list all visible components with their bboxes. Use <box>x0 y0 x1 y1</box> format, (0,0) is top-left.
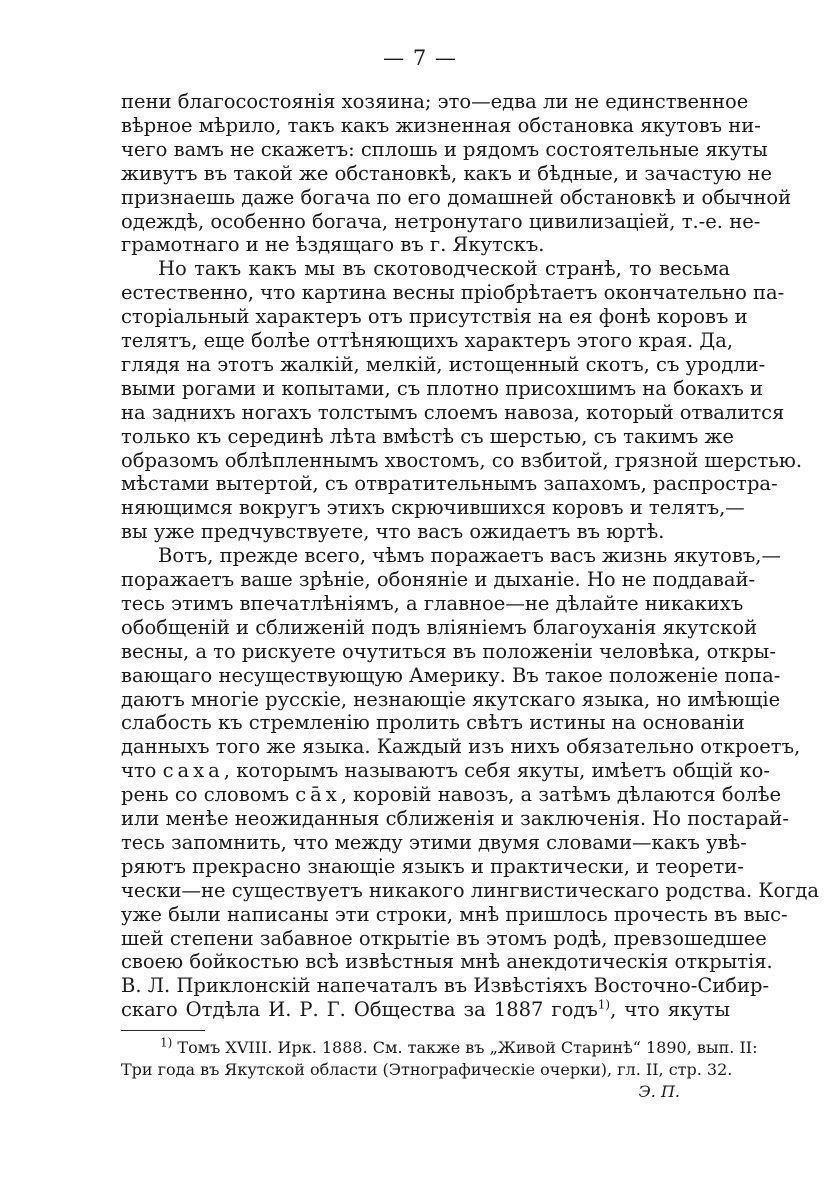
text-line: вы уже предчувствуете, что васъ ожидаетъ въ юртѣ. <box>121 520 665 544</box>
text-line: естественно, что картина весны пріобрѣтаетъ окончательно па- <box>121 281 785 305</box>
text-line: своею бойкостью всѣ извѣстныя мнѣ анекдотическія открытія. <box>121 950 773 974</box>
text-line: признаешь даже богача по его домашней обстановкѣ и обычной <box>121 185 792 209</box>
footnote-line: Три года въ Якутской области (Этнографическіе очерки), гл. II, стр. 32. <box>121 1060 733 1080</box>
text-line: шей степени забавное открытіе въ этомъ родѣ, превзошедшее <box>121 926 767 950</box>
footnote-ref: 1) <box>597 997 611 1012</box>
text-line: весны, а то рискуете очутиться въ положеніи человѣка, откры- <box>121 639 776 663</box>
text-line: уже были написаны эти строки, мнѣ пришлось прочесть въ выс- <box>121 902 788 926</box>
text-run: , коровій навозъ, а затѣмъ дѣлаются болѣе <box>340 783 782 807</box>
text-run: рень со словомъ <box>121 783 296 807</box>
emphasized-word: сāх <box>295 783 341 807</box>
footnote-signature: Э. П. <box>638 1082 680 1102</box>
text-line <box>121 996 730 1024</box>
text-run: что <box>121 759 163 783</box>
footnote-divider <box>121 1030 205 1031</box>
text-line: Вотъ, прежде всего, чѣмъ поражаетъ васъ жизнь якутовъ,— <box>158 544 782 568</box>
text-line: вѣрное мѣрило, такъ какъ жизненная обстановка якутовъ ни- <box>121 113 761 137</box>
text-line: няющимся вокругъ этихъ скрючившихся коровъ и телятъ,— <box>121 496 745 520</box>
text-line: сторіальный характеръ отъ присутствія на ея фонѣ коровъ и <box>121 305 748 329</box>
text-line: обобщеній и сближеній подъ вліяніемъ благоуханія якутской <box>121 615 758 639</box>
text-line: даютъ многіе русскіе, незнающіе якутскаго языка, но имѣющіе <box>121 687 781 711</box>
text-line: ряютъ прекрасно знающіе языкъ и практически, и теорети- <box>121 854 744 878</box>
text-line: чески—не существуетъ никакого лингвистическаго родства. Когда <box>121 878 820 902</box>
emphasized-word: сaха <box>162 759 224 783</box>
text-line: тесь этимъ впечатлѣніямъ, а главное—не дѣлайте никакихъ <box>121 591 744 615</box>
footnote-text: Томъ XVIII. Ирк. 1888. См. также въ „Живой Старинѣ“ 1890, вып. II: <box>172 1038 758 1058</box>
text-line: живутъ въ такой же обстановкѣ, какъ и бѣдные, и зачастую не <box>121 161 773 185</box>
text-line: выми рогами и копытами, съ плотно присохшимъ на бокахъ и <box>121 376 764 400</box>
text-line: слабость къ стремленію пролить свѣтъ истины на основаніи <box>121 711 745 735</box>
text-run: , которымъ называютъ себя якуты, имѣетъ общій ко- <box>223 759 770 783</box>
text-line: В. Л. Приклонскій напечаталъ въ Извѣстіяхъ Восточно-Сибир- <box>121 974 770 998</box>
text-line: поражаетъ ваше зрѣніе, обоняніе и дыханіе. Но не поддавай- <box>121 568 756 591</box>
text-line: чего вамъ не скажетъ: сплошь и рядомъ состоятельные якуты <box>121 137 768 161</box>
text-line: тесь запомнить, что между этими двумя словами—какъ увѣ- <box>121 830 747 854</box>
text-run: , что якуты <box>610 998 730 1022</box>
text-line: телятъ, еще болѣе оттѣняющихъ характеръ этого края. Да, <box>121 329 734 352</box>
text-run: скаго Отдѣла И. Р. Г. Общества за 1887 годъ <box>121 998 598 1022</box>
page-number: — 7 — <box>383 46 457 70</box>
text-line: мѣстами вытертой, съ отвратительнымъ запахомъ, распростра- <box>121 472 778 496</box>
text-line: образомъ облѣпленнымъ хвостомъ, со взбитой, грязной шерстью. <box>121 448 803 472</box>
text-line: одеждѣ, особенно богача, нетронутаго цивилизаціей, т.-е. не- <box>121 209 761 233</box>
text-line: вающаго несуществующую Америку. Въ такое положеніе попа- <box>121 663 781 687</box>
text-line: пени благосостоянія хозяина; это—едва ли не единственное <box>121 90 749 113</box>
text-line: или менѣе неожиданныя сближенія и заключенія. Но постарай- <box>121 807 789 830</box>
text-line: на заднихъ ногахъ толстымъ слоемъ навоза, который отвалится <box>121 400 785 424</box>
text-line: данныхъ того же языка. Каждый изъ нихъ обязательно откроетъ, <box>121 735 801 759</box>
text-line: Но такъ какъ мы въ скотоводческой странѣ, то весьма <box>158 257 730 281</box>
footnote-line <box>160 1035 758 1060</box>
text-line: грамотнаго и не ѣздящаго въ г. Якутскъ. <box>121 233 545 257</box>
text-line: только къ серединѣ лѣта вмѣстѣ съ шерстью, съ такимъ же <box>121 424 734 448</box>
text-line: глядя на этотъ жалкій, мелкій, истощенный скотъ, съ уродли- <box>121 352 766 376</box>
footnote-marker: 1) <box>160 1035 173 1050</box>
